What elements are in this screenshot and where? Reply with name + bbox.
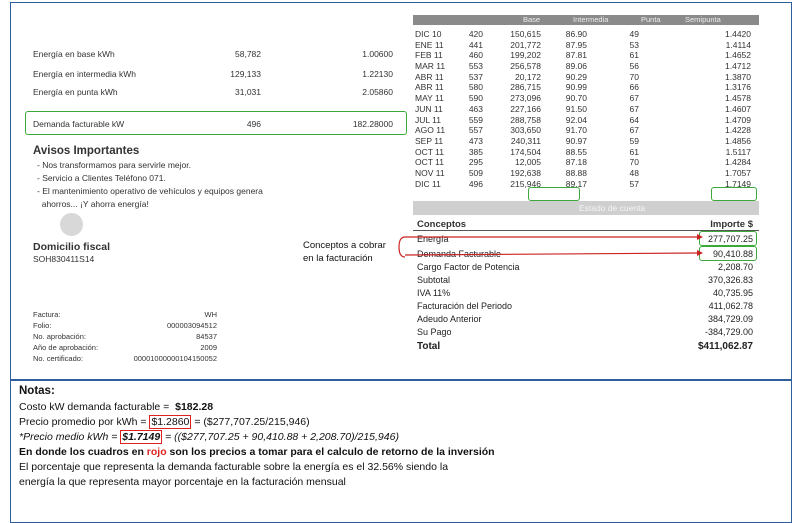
- history-row: [413, 82, 759, 93]
- demand-label: Demanda facturable kW: [33, 119, 125, 129]
- concept-label: Energía: [417, 234, 449, 244]
- history-row: [413, 168, 759, 179]
- consumption-intermedia-kwh: 129,133: [230, 69, 261, 79]
- history-cell: 199,202: [510, 50, 541, 61]
- concept-amount: 277,707.25: [707, 234, 753, 244]
- concept-amount: 40,735.95: [712, 288, 753, 298]
- bill-document: [10, 2, 792, 380]
- history-row: [413, 50, 759, 61]
- factura-value: 2009: [200, 343, 217, 352]
- history-cell: 49: [629, 29, 639, 39]
- history-cell: 553: [468, 61, 483, 72]
- history-cell: 90.70: [565, 93, 587, 104]
- concepts-header-label: Conceptos: [417, 219, 467, 230]
- history-cell: 537: [468, 71, 483, 82]
- history-cell: 61: [629, 50, 639, 61]
- note-red-box: $1.7149: [122, 431, 161, 443]
- energy-amount-box: [699, 231, 757, 246]
- history-cell: AGO 11: [415, 125, 446, 136]
- history-cell: 88.88: [565, 167, 587, 178]
- notes-title: Notas:: [19, 385, 55, 397]
- concept-label: IVA 11%: [417, 288, 451, 298]
- history-row: [413, 61, 759, 72]
- history-cell: 192,638: [510, 167, 541, 178]
- history-row: [413, 93, 759, 104]
- history-row: [413, 157, 759, 168]
- factura-labels: [33, 309, 98, 364]
- history-cell: 66: [629, 82, 639, 93]
- history-cell: 88.55: [565, 146, 587, 157]
- concept-amount: $411,062.87: [697, 341, 753, 352]
- history-cell: 89.06: [565, 61, 587, 72]
- history-cell: 53: [629, 39, 639, 50]
- note-text: Precio promedio por kWh =: [19, 416, 150, 428]
- kwh-highlight-box: [528, 187, 580, 201]
- history-cell: NOV 11: [415, 167, 445, 178]
- history-cell: 288,758: [510, 114, 541, 125]
- note-text: = (($277,707.25 + 90,410.88 + 2,208.70)/215,946): [162, 431, 399, 443]
- history-row: [413, 147, 759, 158]
- history-cell: 91.70: [565, 125, 587, 136]
- notice-line: ahorros... ¡Y ahorra energía!: [37, 199, 149, 209]
- factura-values: [121, 309, 217, 364]
- history-cell: 559: [468, 114, 483, 125]
- history-cell: 557: [468, 125, 483, 136]
- concept-label: Cargo Factor de Potencia: [417, 262, 520, 272]
- history-cell: 1.7057: [725, 167, 751, 178]
- history-cell: JUL 11: [415, 114, 441, 125]
- history-cell: 70: [629, 71, 639, 82]
- history-cell: 48: [629, 167, 639, 178]
- note-text: Costo kW demanda facturable =: [19, 401, 176, 413]
- history-cell: 473: [468, 135, 483, 146]
- history-cell: 303,650: [510, 125, 541, 136]
- consumption-intermedia-label: Energía en intermedia kWh: [33, 69, 136, 79]
- history-cell: 174,504: [510, 146, 541, 157]
- history-cell: 90.99: [565, 82, 587, 93]
- demand-amount-box: [699, 246, 757, 261]
- concept-amount: 370,326.83: [707, 275, 753, 285]
- history-cell: 1.5117: [725, 146, 751, 157]
- concept-amount: 411,062.78: [708, 301, 753, 311]
- history-row: [413, 29, 759, 40]
- history-cell: 256,578: [510, 61, 541, 72]
- history-cell: 12,005: [515, 157, 541, 168]
- history-cell: MAR 11: [415, 61, 446, 72]
- note-demand-cost: [19, 401, 213, 413]
- history-row: [413, 125, 759, 136]
- history-cell: 87.81: [565, 50, 587, 61]
- history-cell: 67: [629, 125, 639, 136]
- history-cell: 20,172: [515, 71, 541, 82]
- history-cell: 90.97: [565, 135, 587, 146]
- history-header-bar: [413, 15, 759, 25]
- consumption-base-label: Energía en base kWh: [33, 49, 115, 59]
- history-cell: 1.7149: [725, 178, 751, 189]
- consumption-punta-price: 2.05860: [362, 87, 393, 97]
- annotation-arrows: [395, 229, 705, 265]
- note-explanation: [19, 446, 495, 458]
- annotation-line2: en la facturación: [303, 253, 373, 264]
- history-cell: 460: [468, 50, 483, 61]
- note-red-box: $1.2860: [151, 416, 190, 428]
- history-cell: OCT 11: [415, 157, 444, 168]
- history-row: [413, 136, 759, 147]
- history-cell: 150,615: [510, 29, 541, 39]
- demand-price: 182.28000: [352, 119, 393, 129]
- history-cell: 92.04: [565, 114, 587, 125]
- demand-kw: 496: [246, 119, 261, 129]
- history-cell: ABR 11: [415, 82, 444, 93]
- history-cell: 1.4709: [725, 114, 751, 125]
- history-cell: 590: [468, 93, 483, 104]
- history-cell: 215,946: [510, 178, 541, 189]
- factura-label: Folio:: [33, 321, 52, 330]
- factura-value: 000003094512: [166, 321, 217, 330]
- history-cell: 67: [629, 103, 639, 114]
- annotation-line1: Conceptos a cobrar: [303, 240, 386, 251]
- history-cell: 1.4856: [725, 135, 751, 146]
- concepts-header-amount: Importe $: [710, 219, 753, 230]
- history-cell: 91.50: [565, 103, 587, 114]
- history-cell: 89.17: [565, 178, 587, 189]
- consumption-base-kwh: 58,782: [235, 49, 261, 59]
- history-cell: 295: [468, 157, 483, 168]
- history-cell: 240,311: [510, 135, 541, 146]
- consumption-intermedia-price: 1.22130: [362, 69, 393, 79]
- history-cell: ABR 11: [415, 71, 444, 82]
- history-cell: 1.4228: [725, 125, 751, 136]
- history-cell: 286,715: [510, 82, 541, 93]
- history-cell: 1.3870: [725, 71, 751, 82]
- concept-amount: 384,729.09: [707, 314, 753, 324]
- note-percentage-cont: energía la que representa mayor porcentaje en la facturación mensual: [19, 476, 346, 488]
- history-cell: 61: [629, 146, 639, 157]
- consumption-punta-kwh: 31,031: [235, 87, 261, 97]
- note-avg-price: [19, 416, 310, 428]
- history-cell: 385: [468, 146, 483, 157]
- history-cell: 87.18: [565, 157, 587, 168]
- history-cell: 1.4652: [725, 50, 751, 61]
- history-cell: 420: [468, 29, 483, 39]
- history-cell: 1.4420: [725, 29, 751, 39]
- history-cell: 441: [468, 39, 483, 50]
- history-header-base: Base: [523, 15, 541, 24]
- concept-label: Adeudo Anterior: [417, 314, 482, 324]
- history-cell: DIC 11: [415, 178, 441, 189]
- history-cell: 64: [629, 114, 639, 125]
- history-cell: 1.4284: [725, 157, 751, 168]
- factura-label: Factura:: [33, 310, 61, 319]
- consumption-base-price: 1.00600: [362, 49, 393, 59]
- history-row: [413, 104, 759, 115]
- consumption-punta-label: Energía en punta kWh: [33, 87, 118, 97]
- history-footer-label: Estado de cuenta: [579, 203, 646, 213]
- history-cell: 56: [629, 61, 639, 72]
- history-cell: 70: [629, 157, 639, 168]
- concept-amount: 90,410.88: [712, 249, 753, 259]
- history-cell: 496: [468, 178, 483, 189]
- history-cell: 580: [468, 82, 483, 93]
- history-cell: 227,166: [510, 103, 541, 114]
- history-cell: 1.4607: [725, 103, 751, 114]
- concept-label: Subtotal: [417, 275, 451, 285]
- note-text: *Precio medio kWh =: [19, 431, 121, 443]
- note-red-word: rojo: [146, 446, 167, 458]
- factura-label: No. certificado:: [33, 354, 84, 363]
- history-cell: 90.29: [565, 71, 587, 82]
- note-mean-price: [19, 431, 399, 443]
- history-cell: SEP 11: [415, 135, 444, 146]
- concept-label: Total: [417, 341, 441, 352]
- history-row: [413, 115, 759, 126]
- history-cell: 463: [468, 103, 483, 114]
- history-cell: 273,096: [510, 93, 541, 104]
- history-header-semipunta: Semipunta: [685, 15, 721, 24]
- stamp-mark: [60, 213, 83, 236]
- history-row: [413, 72, 759, 83]
- domicilio-title: Domicilio fiscal: [33, 241, 111, 253]
- history-cell: ENE 11: [415, 39, 444, 50]
- history-cell: DIC 10: [415, 29, 442, 39]
- concept-amount: -384,729.00: [704, 327, 753, 337]
- domicilio-rfc: SOH830411S14: [33, 254, 95, 264]
- notice-line: - El mantenimiento operativo de vehículos y equipos genera: [37, 186, 263, 196]
- history-cell: 1.3176: [725, 82, 751, 93]
- note-text: son los precios a tomar para el calculo de retorno de la inversión: [166, 446, 495, 458]
- history-cell: MAY 11: [415, 93, 444, 104]
- concept-amount: 2,208.70: [717, 262, 753, 272]
- history-cell: JUN 11: [415, 103, 443, 114]
- history-header-intermedia: Intermedia: [573, 15, 609, 24]
- price-highlight-box: [711, 187, 757, 201]
- factura-label: No. aprobación:: [33, 332, 86, 341]
- factura-value: WH: [204, 310, 217, 319]
- concept-label: Facturación del Periodo: [417, 301, 513, 311]
- factura-value: 84537: [196, 332, 217, 341]
- history-row: [413, 40, 759, 51]
- history-cell: FEB 11: [415, 50, 443, 61]
- note-percentage: El porcentaje que representa la demanda facturable sobre la energía es el 32.56% siendo la: [19, 461, 449, 473]
- history-cell: 201,772: [510, 39, 541, 50]
- history-cell: 1.4712: [725, 61, 751, 72]
- history-cell: 1.4578: [725, 93, 751, 104]
- notice-line: - Servicio a Clientes Teléfono 071.: [37, 173, 166, 183]
- history-cell: OCT 11: [415, 146, 444, 157]
- note-value: $182.28: [175, 401, 214, 413]
- note-text: En donde los cuadros en: [19, 446, 147, 458]
- factura-label: Año de aprobación:: [33, 343, 99, 352]
- history-cell: 86.90: [565, 29, 587, 39]
- history-row: [413, 179, 759, 190]
- history-table: [413, 29, 759, 189]
- notes-panel: [10, 380, 792, 523]
- history-cell: 509: [468, 167, 483, 178]
- notices-title: Avisos Importantes: [33, 145, 140, 157]
- history-cell: 57: [629, 178, 639, 189]
- note-text: = ($277,707.25/215,946): [191, 416, 310, 428]
- history-header-punta: Punta: [641, 15, 661, 24]
- history-cell: 1.4114: [725, 39, 751, 50]
- concept-label: Su Pago: [417, 327, 452, 337]
- history-cell: 87.95: [565, 39, 587, 50]
- factura-value: 00001000000104150052: [133, 354, 217, 363]
- history-cell: 67: [629, 93, 639, 104]
- concept-label: Demanda Facturable: [417, 249, 502, 259]
- notice-line: - Nos transformamos para servirle mejor.: [37, 160, 191, 170]
- history-cell: 59: [629, 135, 639, 146]
